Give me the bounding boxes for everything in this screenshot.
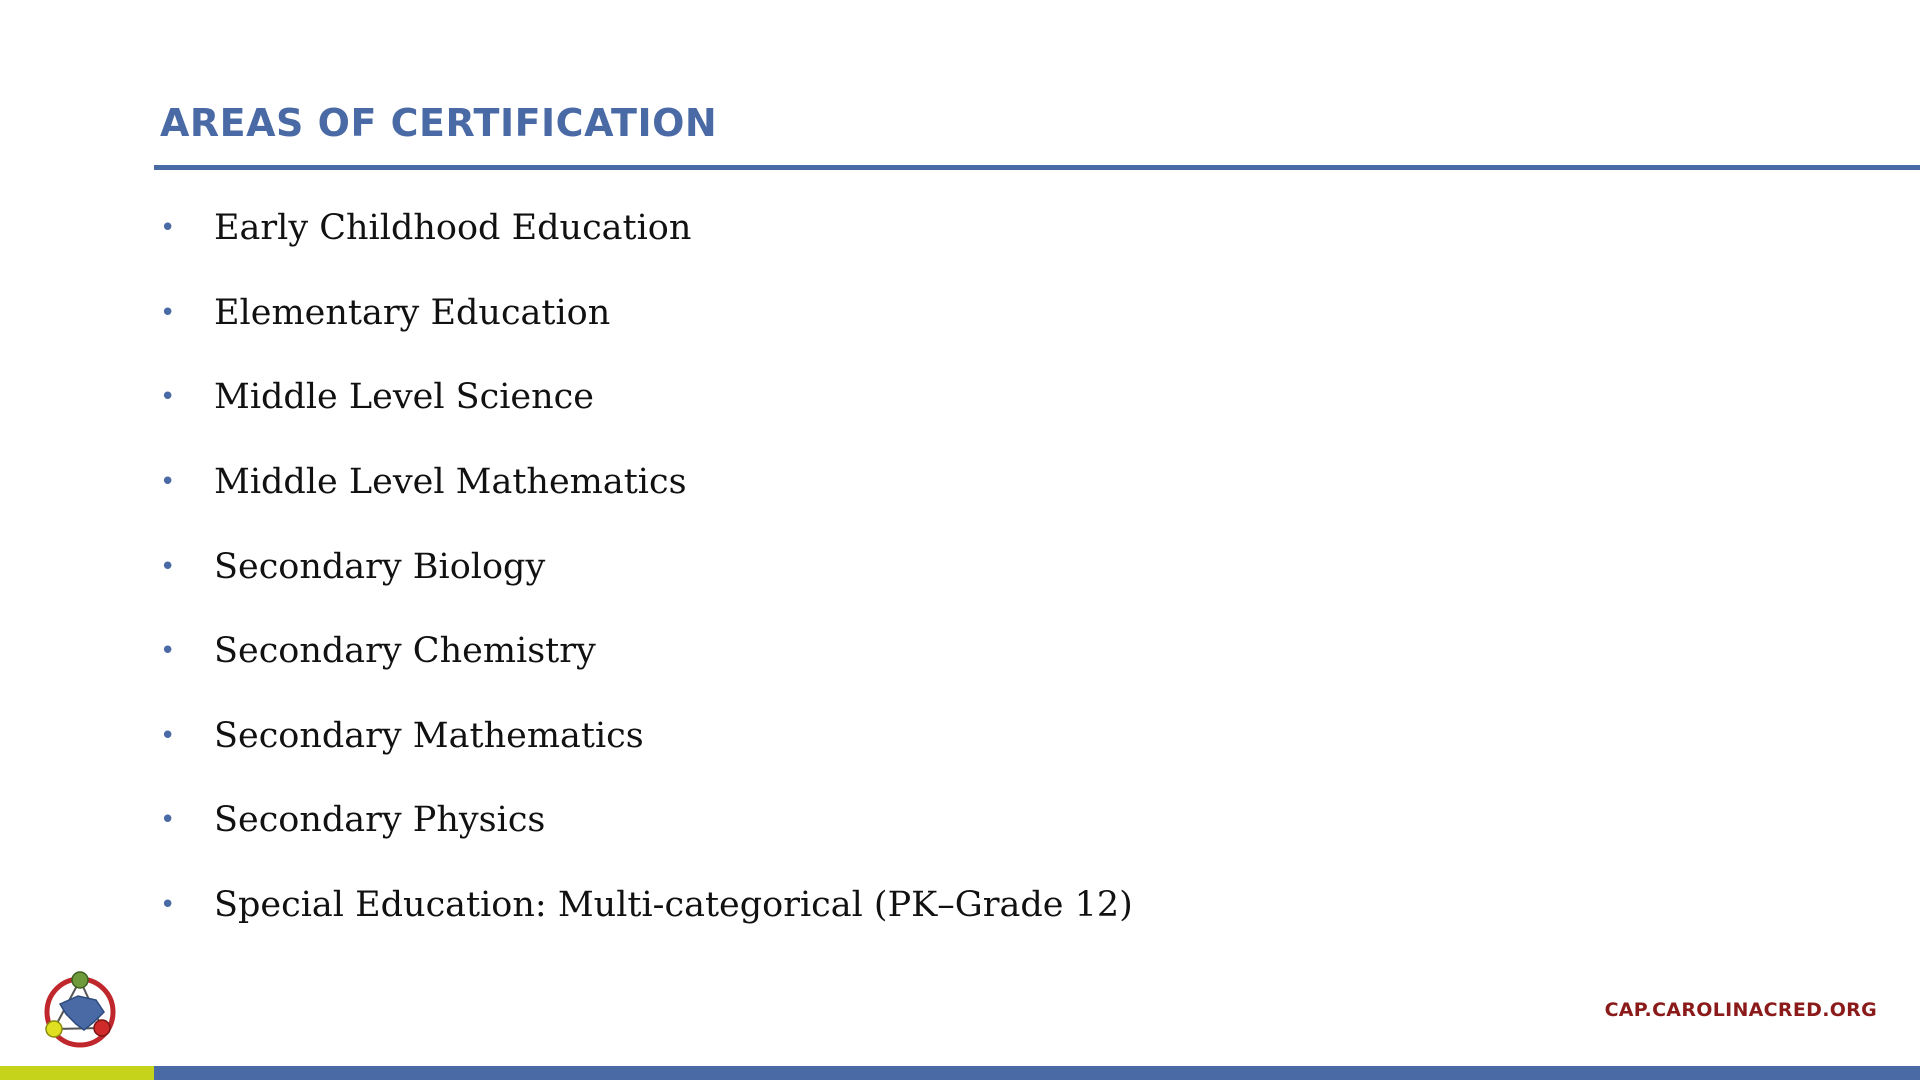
carolina-cred-logo-icon	[38, 968, 122, 1052]
list-item-label: Secondary Biology	[214, 546, 546, 587]
list-item	[154, 694, 1133, 779]
list-item	[154, 609, 1133, 694]
bullet-icon: •	[160, 720, 176, 751]
list-item-label: Elementary Education	[214, 292, 611, 333]
bullet-icon: •	[160, 382, 176, 413]
list-item	[154, 355, 1133, 440]
list-item-label: Middle Level Science	[214, 377, 594, 418]
bullet-icon: •	[160, 467, 176, 498]
bullet-icon: •	[160, 213, 176, 244]
title-underline	[154, 165, 1920, 170]
list-item-label: Secondary Physics	[214, 800, 546, 841]
bullet-icon: •	[160, 297, 176, 328]
footer-accent-bar-blue	[154, 1066, 1920, 1080]
footer-url: CAP.CAROLINACRED.ORG	[1604, 999, 1877, 1021]
list-item-label: Early Childhood Education	[214, 208, 692, 249]
list-item-label: Special Education: Multi-categorical (PK–Grade 12)	[214, 885, 1133, 926]
list-item	[154, 863, 1133, 948]
list-item	[154, 778, 1133, 863]
bullet-icon: •	[160, 636, 176, 667]
list-item-label: Secondary Mathematics	[214, 715, 644, 756]
list-item	[154, 440, 1133, 525]
list-item	[154, 524, 1133, 609]
certification-list	[154, 186, 1133, 947]
slide-title: AREAS OF CERTIFICATION	[160, 101, 718, 145]
list-item	[154, 271, 1133, 356]
list-item-label: Secondary Chemistry	[214, 631, 596, 672]
bullet-icon: •	[160, 890, 176, 921]
bullet-icon: •	[160, 805, 176, 836]
footer-accent-bar-green	[0, 1066, 154, 1080]
list-item-label: Middle Level Mathematics	[214, 462, 687, 503]
bullet-icon: •	[160, 551, 176, 582]
list-item	[154, 186, 1133, 271]
